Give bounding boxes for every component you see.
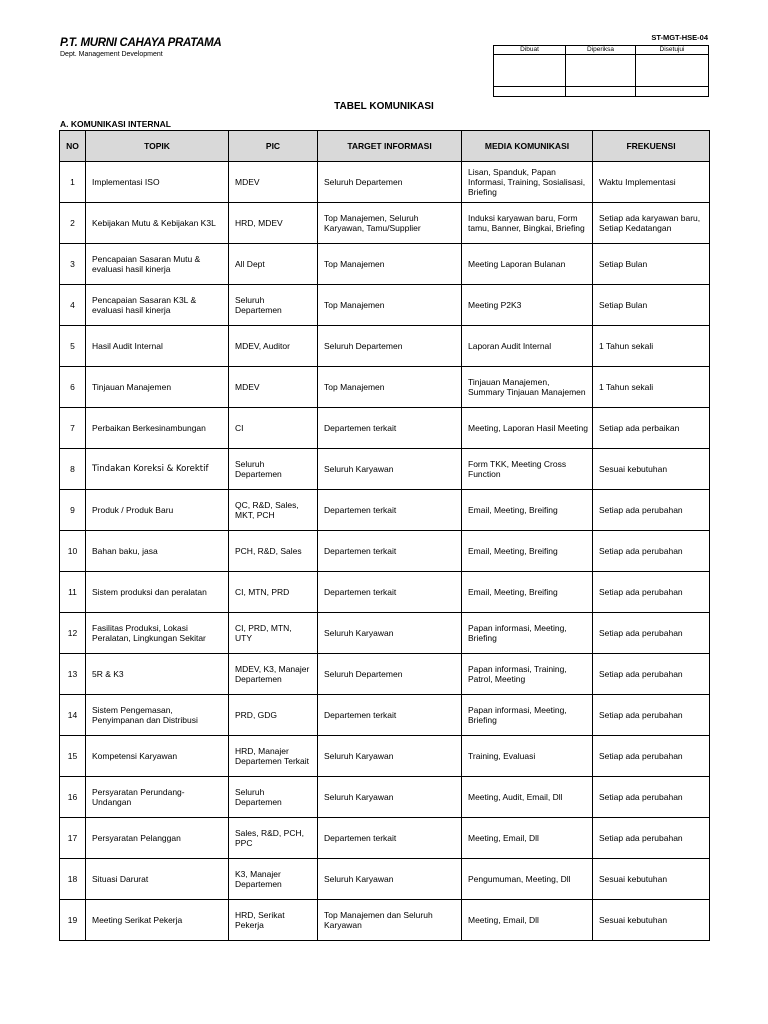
communication-table — [59, 130, 710, 941]
cell-target: Seluruh Departemen — [318, 326, 462, 367]
signature-disetujui — [636, 55, 709, 87]
cell-topik: Produk / Produk Baru — [86, 490, 229, 531]
cell-topik: Sistem Pengemasan, Penyimpanan dan Distribusi — [86, 695, 229, 736]
cell-pic: MDEV — [229, 367, 318, 408]
cell-pic: HRD, Serikat Pekerja — [229, 900, 318, 941]
cell-target: Seluruh Departemen — [318, 654, 462, 695]
table-row — [60, 531, 710, 572]
column-header-target: TARGET INFORMASI — [318, 131, 462, 162]
cell-topik: Hasil Audit Internal — [86, 326, 229, 367]
cell-frekuensi: Sesuai kebutuhan — [593, 449, 710, 490]
cell-media: Pengumuman, Meeting, Dll — [462, 859, 593, 900]
approval-dibuat-label: Dibuat — [494, 46, 566, 55]
column-header-frekuensi: FREKUENSI — [593, 131, 710, 162]
section-title: A. KOMUNIKASI INTERNAL — [60, 119, 171, 129]
cell-no: 7 — [60, 408, 86, 449]
cell-pic: MDEV, Auditor — [229, 326, 318, 367]
cell-media: Laporan Audit Internal — [462, 326, 593, 367]
table-row — [60, 244, 710, 285]
cell-no: 14 — [60, 695, 86, 736]
column-header-media: MEDIA KOMUNIKASI — [462, 131, 593, 162]
cell-target: Top Manajemen — [318, 244, 462, 285]
table-row — [60, 285, 710, 326]
cell-no: 8 — [60, 449, 86, 490]
cell-media: Meeting P2K3 — [462, 285, 593, 326]
signature-diperiksa — [566, 55, 636, 87]
cell-pic: MDEV, K3, Manajer Departemen — [229, 654, 318, 695]
cell-no: 9 — [60, 490, 86, 531]
cell-target: Seluruh Karyawan — [318, 859, 462, 900]
cell-target: Departemen terkait — [318, 695, 462, 736]
table-row — [60, 818, 710, 859]
cell-topik: Sistem produksi dan peralatan — [86, 572, 229, 613]
cell-media: Form TKK, Meeting Cross Function — [462, 449, 593, 490]
cell-target: Top Manajemen — [318, 367, 462, 408]
cell-topik: Pencapaian Sasaran K3L & evaluasi hasil kinerja — [86, 285, 229, 326]
cell-no: 4 — [60, 285, 86, 326]
cell-media: Lisan, Spanduk, Papan Informasi, Training, Sosialisasi, Briefing — [462, 162, 593, 203]
cell-pic: Seluruh Departemen — [229, 285, 318, 326]
cell-frekuensi: Setiap ada perubahan — [593, 695, 710, 736]
cell-media: Meeting Laporan Bulanan — [462, 244, 593, 285]
cell-media: Induksi karyawan baru, Form tamu, Banner, Bingkai, Briefing — [462, 203, 593, 244]
cell-target: Departemen terkait — [318, 490, 462, 531]
cell-no: 19 — [60, 900, 86, 941]
cell-topik: Kompetensi Karyawan — [86, 736, 229, 777]
cell-no: 15 — [60, 736, 86, 777]
table-row — [60, 367, 710, 408]
cell-media: Email, Meeting, Breifing — [462, 572, 593, 613]
cell-media: Meeting, Audit, Email, Dll — [462, 777, 593, 818]
cell-media: Papan informasi, Training, Patrol, Meeting — [462, 654, 593, 695]
approval-disetujui-label: Disetujui — [636, 46, 709, 55]
table-row — [60, 777, 710, 818]
cell-pic: CI — [229, 408, 318, 449]
company-header — [60, 37, 221, 59]
cell-topik: 5R & K3 — [86, 654, 229, 695]
table-header-row — [60, 131, 710, 162]
cell-no: 12 — [60, 613, 86, 654]
cell-pic: K3, Manajer Departemen — [229, 859, 318, 900]
table-row — [60, 613, 710, 654]
approval-diperiksa-label: Diperiksa — [566, 46, 636, 55]
cell-topik: Perbaikan Berkesinambungan — [86, 408, 229, 449]
approval-table — [493, 45, 709, 97]
signature-dibuat — [494, 55, 566, 87]
cell-topik: Kebijakan Mutu & Kebijakan K3L — [86, 203, 229, 244]
cell-target: Top Manajemen, Seluruh Karyawan, Tamu/Supplier — [318, 203, 462, 244]
cell-frekuensi: Setiap ada perubahan — [593, 777, 710, 818]
cell-no: 5 — [60, 326, 86, 367]
cell-frekuensi: Setiap ada perubahan — [593, 818, 710, 859]
cell-topik: Bahan baku, jasa — [86, 531, 229, 572]
cell-no: 16 — [60, 777, 86, 818]
document-title: TABEL KOMUNIKASI — [334, 101, 434, 112]
cell-frekuensi: Sesuai kebutuhan — [593, 900, 710, 941]
cell-frekuensi: Setiap Bulan — [593, 285, 710, 326]
cell-no: 17 — [60, 818, 86, 859]
table-row — [60, 736, 710, 777]
cell-pic: HRD, Manajer Departemen Terkait — [229, 736, 318, 777]
name-diperiksa — [566, 87, 636, 97]
cell-target: Seluruh Departemen — [318, 162, 462, 203]
cell-topik: Implementasi ISO — [86, 162, 229, 203]
cell-frekuensi: Setiap ada perubahan — [593, 572, 710, 613]
cell-pic: PRD, GDG — [229, 695, 318, 736]
cell-topik: Tindakan Koreksi & Korektif — [86, 449, 229, 490]
company-name: P.T. MURNI CAHAYA PRATAMA — [60, 37, 222, 49]
cell-frekuensi: Setiap ada karyawan baru, Setiap Kedatangan — [593, 203, 710, 244]
table-row — [60, 695, 710, 736]
cell-media: Meeting, Laporan Hasil Meeting — [462, 408, 593, 449]
cell-frekuensi: Setiap ada perubahan — [593, 490, 710, 531]
table-row — [60, 859, 710, 900]
cell-topik: Meeting Serikat Pekerja — [86, 900, 229, 941]
cell-no: 6 — [60, 367, 86, 408]
cell-pic: All Dept — [229, 244, 318, 285]
cell-media: Papan informasi, Meeting, Briefing — [462, 695, 593, 736]
cell-media: Email, Meeting, Breifing — [462, 490, 593, 531]
name-dibuat — [494, 87, 566, 97]
cell-pic: MDEV — [229, 162, 318, 203]
cell-no: 10 — [60, 531, 86, 572]
cell-media: Tinjauan Manajemen, Summary Tinjauan Manajemen — [462, 367, 593, 408]
cell-frekuensi: Setiap Bulan — [593, 244, 710, 285]
name-disetujui — [636, 87, 709, 97]
table-row — [60, 408, 710, 449]
cell-pic: Sales, R&D, PCH, PPC — [229, 818, 318, 859]
department-name: Dept. Management Development — [60, 51, 163, 58]
table-row — [60, 572, 710, 613]
cell-target: Seluruh Karyawan — [318, 449, 462, 490]
cell-frekuensi: 1 Tahun sekali — [593, 326, 710, 367]
column-header-topik: TOPIK — [86, 131, 229, 162]
cell-frekuensi: Waktu Implementasi — [593, 162, 710, 203]
cell-no: 18 — [60, 859, 86, 900]
cell-target: Top Manajemen dan Seluruh Karyawan — [318, 900, 462, 941]
cell-topik: Fasilitas Produksi, Lokasi Peralatan, Lingkungan Sekitar — [86, 613, 229, 654]
cell-topik: Situasi Darurat — [86, 859, 229, 900]
cell-frekuensi: Setiap ada perbaikan — [593, 408, 710, 449]
cell-frekuensi: Setiap ada perubahan — [593, 736, 710, 777]
cell-topik: Tinjauan Manajemen — [86, 367, 229, 408]
cell-topik: Persyaratan Perundang-Undangan — [86, 777, 229, 818]
cell-pic: CI, PRD, MTN, UTY — [229, 613, 318, 654]
cell-target: Top Manajemen — [318, 285, 462, 326]
cell-target: Departemen terkait — [318, 531, 462, 572]
cell-pic: Seluruh Departemen — [229, 777, 318, 818]
cell-pic: HRD, MDEV — [229, 203, 318, 244]
cell-frekuensi: Setiap ada perubahan — [593, 654, 710, 695]
table-row — [60, 654, 710, 695]
cell-frekuensi: Setiap ada perubahan — [593, 531, 710, 572]
table-row — [60, 900, 710, 941]
cell-no: 2 — [60, 203, 86, 244]
cell-topik: Pencapaian Sasaran Mutu & evaluasi hasil kinerja — [86, 244, 229, 285]
cell-frekuensi: Sesuai kebutuhan — [593, 859, 710, 900]
cell-target: Seluruh Karyawan — [318, 613, 462, 654]
cell-target: Seluruh Karyawan — [318, 777, 462, 818]
cell-target: Departemen terkait — [318, 572, 462, 613]
cell-media: Meeting, Email, Dll — [462, 900, 593, 941]
cell-frekuensi: Setiap ada perubahan — [593, 613, 710, 654]
table-row — [60, 490, 710, 531]
cell-pic: QC, R&D, Sales, MKT, PCH — [229, 490, 318, 531]
cell-pic: Seluruh Departemen — [229, 449, 318, 490]
cell-frekuensi: 1 Tahun sekali — [593, 367, 710, 408]
document-code: ST-MGT-HSE-04 — [651, 33, 708, 42]
cell-target: Departemen terkait — [318, 408, 462, 449]
cell-target: Departemen terkait — [318, 818, 462, 859]
cell-pic: CI, MTN, PRD — [229, 572, 318, 613]
cell-no: 3 — [60, 244, 86, 285]
cell-no: 11 — [60, 572, 86, 613]
cell-pic: PCH, R&D, Sales — [229, 531, 318, 572]
table-row — [60, 162, 710, 203]
cell-topik: Persyaratan Pelanggan — [86, 818, 229, 859]
table-row — [60, 449, 710, 490]
cell-media: Meeting, Email, Dll — [462, 818, 593, 859]
table-row — [60, 326, 710, 367]
cell-no: 13 — [60, 654, 86, 695]
cell-no: 1 — [60, 162, 86, 203]
table-row — [60, 203, 710, 244]
cell-media: Email, Meeting, Breifing — [462, 531, 593, 572]
cell-target: Seluruh Karyawan — [318, 736, 462, 777]
cell-media: Training, Evaluasi — [462, 736, 593, 777]
column-header-no: NO — [60, 131, 86, 162]
cell-media: Papan informasi, Meeting, Briefing — [462, 613, 593, 654]
column-header-pic: PIC — [229, 131, 318, 162]
